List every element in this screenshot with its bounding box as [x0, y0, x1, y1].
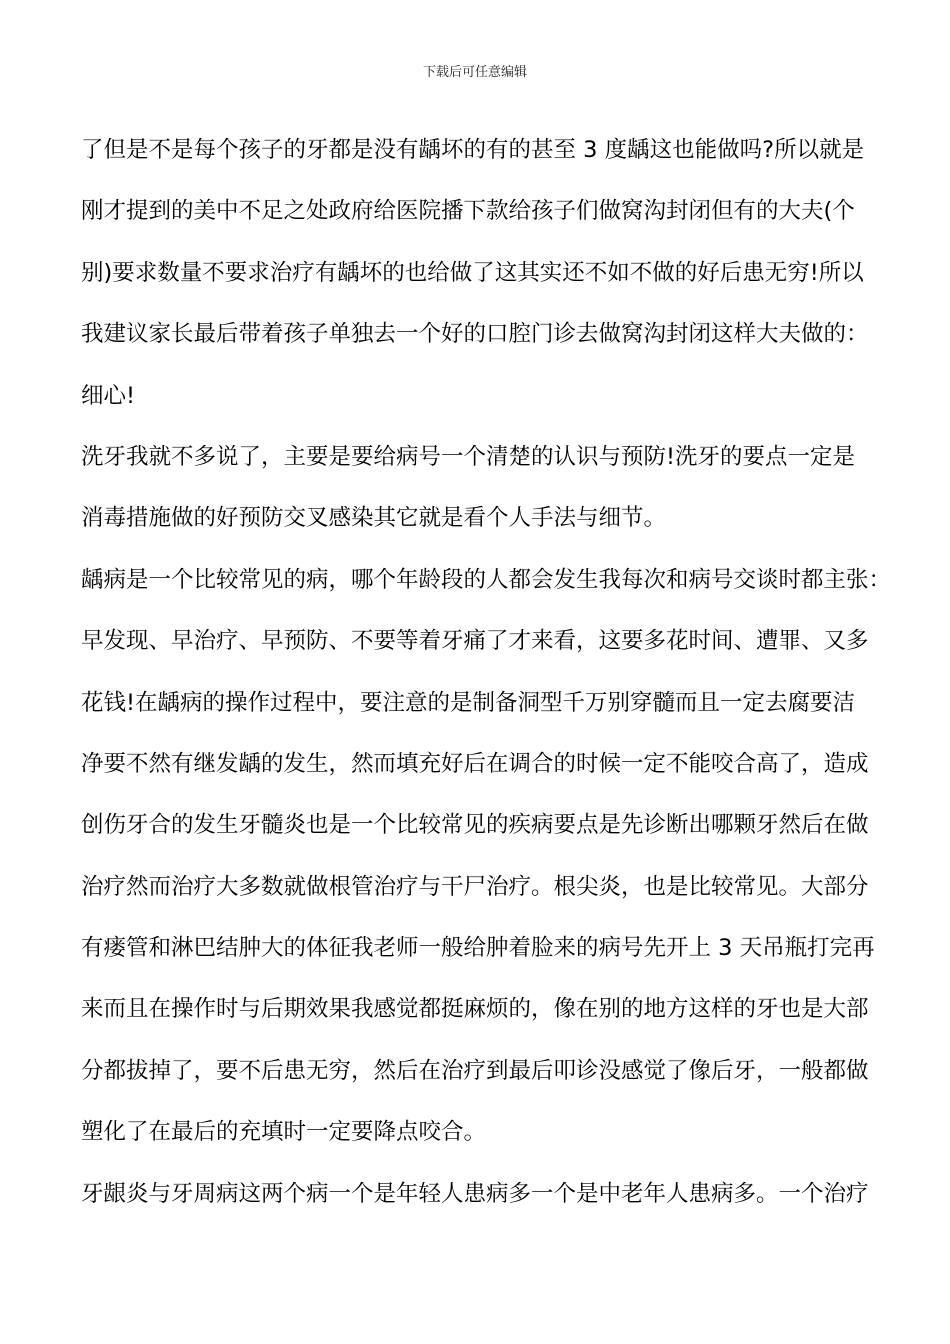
body-line: 净要不然有继发龋的发生，然而填充好后在调合的时候一定不能咬合高了，造成	[81, 750, 869, 777]
header-note: 下载后可任意编辑	[422, 65, 527, 80]
document-body	[81, 120, 892, 1225]
body-line: 分都拔掉了，要不后患无穷，然后在治疗到最后叩诊没感觉了像后牙，一般都做	[81, 1057, 869, 1084]
body-line: 早发现、早治疗、早预防、不要等着牙痛了才来看，这要多花时间、遭罪、又多	[81, 628, 869, 655]
body-line: 消毒措施做的好预防交叉感染其它就是看个人手法与细节。	[81, 505, 667, 532]
body-line: 刚才提到的美中不足之处政府给医院播下款给孩子们做窝沟封闭但有的大夫(个	[81, 198, 855, 225]
body-line: 牙龈炎与牙周病这两个病一个是年轻人患病多一个是中老年人患病多。一个治疗	[81, 1180, 869, 1207]
body-line: 治疗然而治疗大多数就做根管治疗与干尸治疗。根尖炎，也是比较常见。大部分	[81, 873, 869, 900]
body-line: 洗牙我就不多说了，主要是要给病号一个清楚的认识与预防!洗牙的要点一定是	[81, 443, 856, 470]
body-line: 龋病是一个比较常见的病，哪个年龄段的人都会发生我每次和病号交谈时都主张：	[81, 566, 892, 593]
body-line: 别)要求数量不要求治疗有龋坏的也给做了这其实还不如不做的好后患无穷!所以	[81, 259, 864, 286]
body-line: 来而且在操作时与后期效果我感觉都挺麻烦的，像在别的地方这样的牙也是大部	[81, 996, 869, 1023]
body-line: 花钱!在龋病的操作过程中，要注意的是制备洞型千万别穿髓而且一定去腐要洁	[81, 689, 856, 716]
body-line: 细心!	[81, 382, 136, 409]
body-line: 了但是不是每个孩子的牙都是没有龋坏的有的甚至 3 度龋这也能做吗?所以就是	[81, 137, 865, 163]
body-line: 塑化了在最后的充填时一定要降点咬合。	[81, 1119, 487, 1146]
body-line: 创伤牙合的发生牙髓炎也是一个比较常见的疾病要点是先诊断出哪颗牙然后在做	[81, 812, 869, 839]
body-line: 我建议家长最后带着孩子单独去一个好的口腔门诊去做窝沟封闭这样大夫做的：	[81, 321, 869, 348]
body-line: 有瘘管和淋巴结肿大的体征我老师一般给肿着脸来的病号先开上 3 天吊瓶打完再	[81, 935, 875, 962]
